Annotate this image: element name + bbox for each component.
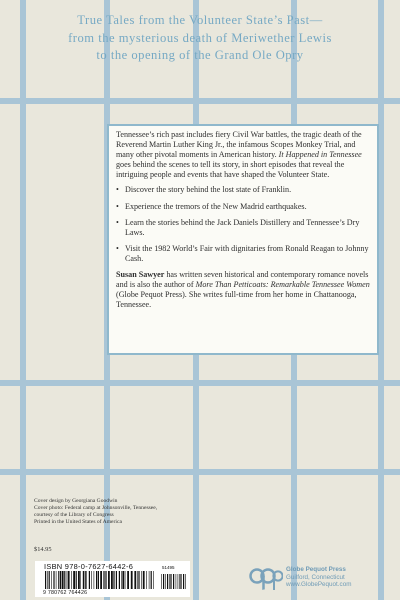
author-name: Susan Sawyer	[116, 270, 165, 280]
barcode-bar	[78, 571, 80, 589]
barcode-bar	[113, 571, 114, 589]
book-title: It Happened in Tennessee	[278, 150, 362, 160]
bullet-icon: •	[116, 185, 119, 195]
barcode-bar	[96, 571, 97, 589]
barcode-bar	[146, 571, 147, 589]
barcode-bar	[103, 571, 104, 589]
list-item	[116, 244, 371, 264]
credit-line: Printed in the United States of America	[34, 519, 122, 525]
barcode-bar	[91, 571, 92, 589]
barcode-bar	[100, 571, 102, 589]
author-bio-text: has written seven historical and contemporary romance novels and is also the author of	[116, 270, 369, 290]
barcode-addon-bar	[167, 574, 168, 589]
barcode-bar	[108, 571, 110, 589]
barcode-addon-bar	[173, 574, 174, 589]
barcode-bar	[134, 571, 136, 589]
tagline	[34, 12, 366, 65]
barcode-bar	[86, 571, 87, 589]
barcode-bar	[71, 571, 72, 589]
barcode-bar	[76, 571, 77, 589]
tagline-line: from the mysterious death of Meriwether Lewis	[68, 30, 332, 45]
grid-line-horizontal	[0, 380, 400, 386]
publisher-city: Guilford, Connecticut	[286, 573, 345, 581]
barcode-bar	[53, 571, 54, 589]
barcode-addon-bar	[180, 574, 181, 589]
addon-digits: 51495	[162, 565, 175, 570]
barcode-bar	[51, 571, 52, 589]
barcode-bar	[89, 571, 90, 589]
publisher-name: Globe Pequot Press	[286, 566, 346, 573]
barcode-bar	[56, 571, 57, 589]
barcode-bar	[98, 571, 99, 589]
bullet-icon: •	[116, 243, 119, 253]
barcode-addon-bar	[178, 574, 179, 589]
barcode-bar	[151, 571, 152, 589]
grid-line-vertical	[20, 0, 26, 600]
barcode-bar	[121, 571, 122, 589]
author-bio	[116, 270, 371, 310]
barcode-bar	[80, 571, 81, 589]
barcode-addon-bar	[169, 574, 170, 589]
barcode-bar	[143, 571, 145, 589]
barcode-bar	[111, 571, 113, 589]
author-book-title: More Than Petticoats: Remarkable Tennessee Women	[195, 280, 370, 290]
price-label: $14.95	[34, 546, 52, 553]
barcode-bar	[106, 571, 107, 589]
list-item-text: Discover the story behind the lost state of Franklin.	[125, 185, 292, 195]
list-item	[116, 202, 371, 212]
barcode-bar	[153, 571, 154, 589]
barcode-bar	[125, 571, 126, 589]
list-item-text: Learn the stories behind the Jack Daniels Distillery and Tennessee’s Dry Laws.	[125, 217, 360, 237]
isbn-label: ISBN 978-0-7627-6442-6	[44, 562, 134, 571]
cover-credits	[34, 498, 157, 526]
barcode-bar	[139, 571, 140, 589]
barcode-bar	[68, 571, 70, 589]
barcode-bar	[119, 571, 120, 589]
barcode-bar	[127, 571, 129, 589]
barcode-icon	[43, 571, 188, 591]
barcode-addon-bar	[170, 574, 171, 589]
barcode-addon-bar	[161, 574, 162, 589]
list-item-text: Visit the 1982 World’s Fair with dignitaries from Ronald Reagan to Johnny Cash.	[125, 243, 369, 263]
barcode-bar	[67, 571, 68, 589]
barcode-bar	[116, 571, 117, 589]
grid-line-horizontal	[0, 98, 400, 104]
author-bio-text: (Globe Pequot Press). She writes full-time from her home in Chattanooga, Tennessee.	[116, 290, 357, 310]
barcode-addon-bar	[179, 574, 180, 589]
feature-list	[116, 185, 371, 264]
credit-line: Cover design by Georgiana Goodwin	[34, 498, 118, 504]
barcode-bar	[83, 571, 84, 589]
tagline-line: to the opening of the Grand Ole Opry	[96, 48, 304, 62]
barcode-addon-bar	[185, 574, 186, 589]
barcode-bar	[73, 571, 75, 589]
bullet-icon: •	[116, 201, 119, 211]
barcode-bar	[149, 571, 150, 589]
intro-paragraph	[116, 130, 371, 180]
barcode-bar	[64, 571, 65, 589]
barcode-bar	[104, 571, 105, 589]
publisher-logo	[249, 566, 283, 592]
list-item-text: Experience the tremors of the New Madrid earthquakes.	[125, 201, 307, 211]
barcode-addon-bar	[183, 574, 184, 589]
description-content	[116, 130, 371, 315]
intro-text: Tennessee’s rich past includes fiery Civil War battles, the tragic death of the Reverend Martin Luther King Jr., the infamous Scopes Monkey Trial, and many other pivotal moments in American history.	[116, 130, 362, 160]
bullet-icon: •	[116, 217, 119, 227]
publisher-logo-text: gpp	[262, 587, 270, 592]
credit-line: Cover photo: Federal camp at Johnsonville, Tennessee,	[34, 505, 158, 511]
barcode-bar	[45, 571, 46, 589]
list-item	[116, 218, 371, 238]
barcode-bar	[58, 571, 59, 589]
barcode-bar	[131, 571, 133, 589]
publisher-url[interactable]: www.GlobePequot.com	[286, 581, 352, 588]
barcode-bar	[60, 571, 61, 589]
barcode-addon-bar	[163, 574, 164, 589]
credit-line: courtesy of the Library of Congress	[34, 512, 114, 518]
barcode-bar	[85, 571, 86, 589]
barcode-bar	[141, 571, 142, 589]
ean-digits: 9 780762 764426	[43, 590, 88, 596]
list-item	[116, 185, 371, 195]
intro-text: goes behind the scenes to tell its story, in short episodes that reveal the intriguing people and events that have shaped the Volunteer State.	[116, 160, 345, 180]
barcode-addon-bar	[176, 574, 177, 589]
tagline-line: True Tales from the Volunteer State’s Past—	[77, 13, 323, 27]
barcode-bar	[137, 571, 138, 589]
barcode-bar	[62, 571, 64, 589]
grid-line-horizontal	[0, 469, 400, 475]
barcode-bar	[122, 571, 124, 589]
barcode-bar	[94, 571, 95, 589]
barcode-bar	[47, 571, 48, 589]
barcode-bar	[49, 571, 50, 589]
barcode-addon-bar	[165, 574, 166, 589]
publisher-info	[286, 566, 351, 589]
